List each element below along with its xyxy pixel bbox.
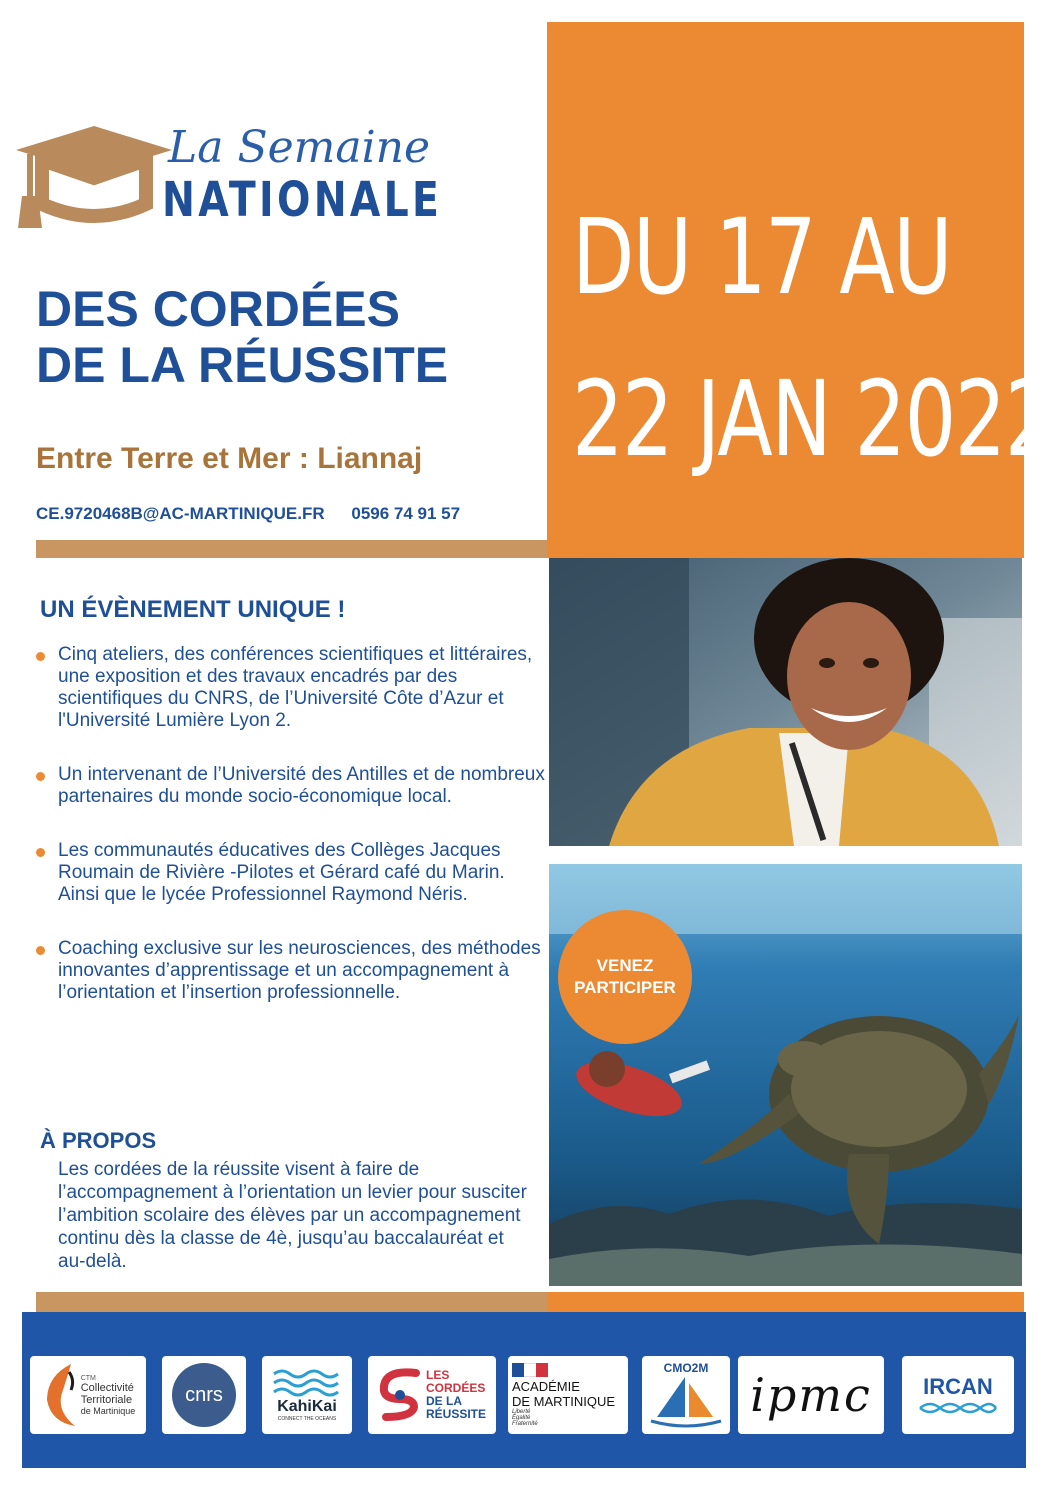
ipmc-logo (738, 1356, 884, 1434)
section-about-title: À PROPOS (40, 1128, 157, 1153)
ctm-emblem-icon (41, 1360, 79, 1430)
ctm-line-1: Collectivité (80, 1381, 134, 1394)
academie-line-2: DE MARTINIQUE (512, 1394, 616, 1409)
subtitle: Entre Terre et Mer : Liannaj (36, 442, 423, 475)
list-item (36, 644, 546, 732)
bullet-dot-icon (36, 946, 45, 955)
email-link[interactable]: CE.9720468B@AC-MARTINIQUE.FR (36, 504, 325, 523)
bullet-dot-icon (36, 848, 45, 857)
cmo2m-logo (642, 1356, 730, 1434)
cordees-line-2: CORDÉES (425, 1381, 486, 1395)
heading-line-1: DES CORDÉES (36, 281, 400, 337)
bullet-text: Un intervenant de l’Université des Antilles et de nombreux partenaires du monde socio-économique local. (58, 764, 545, 807)
ipmc-text: ipmc (750, 1368, 872, 1422)
section-event-title: UN ÉVÈNEMENT UNIQUE ! (40, 596, 346, 623)
divider-bar (547, 1292, 1024, 1312)
kahikai-tagline: CONNECT THE OCEANS (277, 1416, 337, 1422)
bullet-dot-icon (36, 652, 45, 661)
bullet-dot-icon (36, 772, 45, 781)
academie-motto-2: Égalité (512, 1415, 531, 1421)
ctm-line-2: Territoriale (80, 1393, 133, 1406)
divider-bar (36, 1292, 547, 1312)
cmo2m-text: CMO2M (663, 1361, 709, 1375)
event-bullet-list (36, 644, 546, 1004)
cordees-emblem-icon (378, 1365, 422, 1425)
ctm-logo (30, 1356, 146, 1434)
contact-line (36, 504, 460, 524)
list-item (36, 938, 546, 1004)
bullet-text: Cinq ateliers, des conférences scientifiques et littéraires, une exposition et des travaux encadrés par des scientifiques du CNRS, de l’Université Côte d’Azur et l'Université Lumière Lyon 2. (58, 644, 533, 731)
academie-line-1: ACADÉMIE (512, 1379, 580, 1394)
list-item (36, 840, 546, 906)
title-national: NATIONALE (162, 172, 443, 228)
date-line-2: 22 JAN 2022 (572, 358, 1055, 480)
waves-icon (272, 1368, 342, 1398)
ctm-small: CTM (80, 1374, 96, 1382)
title-script: La Semaine (168, 122, 431, 173)
cordees-line-3: DE LA (425, 1394, 462, 1408)
participate-badge (558, 910, 692, 1044)
badge-line-2: PARTICIPER (574, 978, 676, 997)
academie-motto-3: Fraternité (512, 1421, 538, 1427)
academie-motto-1: Liberté (512, 1409, 531, 1415)
badge-line-1: VENEZ (596, 956, 654, 975)
dna-icon (918, 1400, 998, 1416)
bullet-text: Les communautés éducatives des Collèges Jacques Roumain de Rivière -Pilotes et Gérard café du Marin. Ainsi que le lycée Professionnel Raymond Néris. (58, 840, 505, 905)
french-flag-icon (512, 1363, 548, 1377)
section-about-text: Les cordées de la réussite visent à faire de l’accompagnement à l’orientation un levier pour susciter l’ambition scolaire des élèves par un accompagnement continu dès la classe de 4è, jusqu’au baccalauréat et au-delà. (58, 1159, 527, 1272)
ircan-logo (902, 1356, 1014, 1434)
heading-line-2: DE LA RÉUSSITE (36, 337, 449, 393)
date-line-1: DU 17 AU (572, 196, 952, 318)
sailboat-icon (649, 1375, 723, 1429)
ircan-text: IRCAN (923, 1374, 993, 1399)
divider-bar (36, 540, 547, 558)
cordees-logo (368, 1356, 496, 1434)
phone-number[interactable]: 0596 74 91 57 (351, 504, 461, 523)
kahikai-text: KahiKai (277, 1398, 337, 1415)
ctm-line-3: de Martinique (80, 1405, 136, 1416)
photo-divider (549, 846, 1022, 864)
bullet-text: Coaching exclusive sur les neurosciences, des méthodes innovantes d’apprentissage et un accompagnement à l’orientation et l’insertion professionnelle. (58, 938, 541, 1003)
graduation-cap-icon (16, 124, 176, 234)
cordees-line-4: RÉUSSITE (425, 1407, 486, 1421)
cordees-line-1: LES (425, 1368, 450, 1382)
cnrs-logo (162, 1356, 246, 1434)
list-item (36, 764, 546, 808)
cnrs-text: cnrs (185, 1383, 223, 1406)
kahikai-logo (262, 1356, 352, 1434)
academie-logo (508, 1356, 628, 1434)
student-photo (549, 558, 1022, 846)
